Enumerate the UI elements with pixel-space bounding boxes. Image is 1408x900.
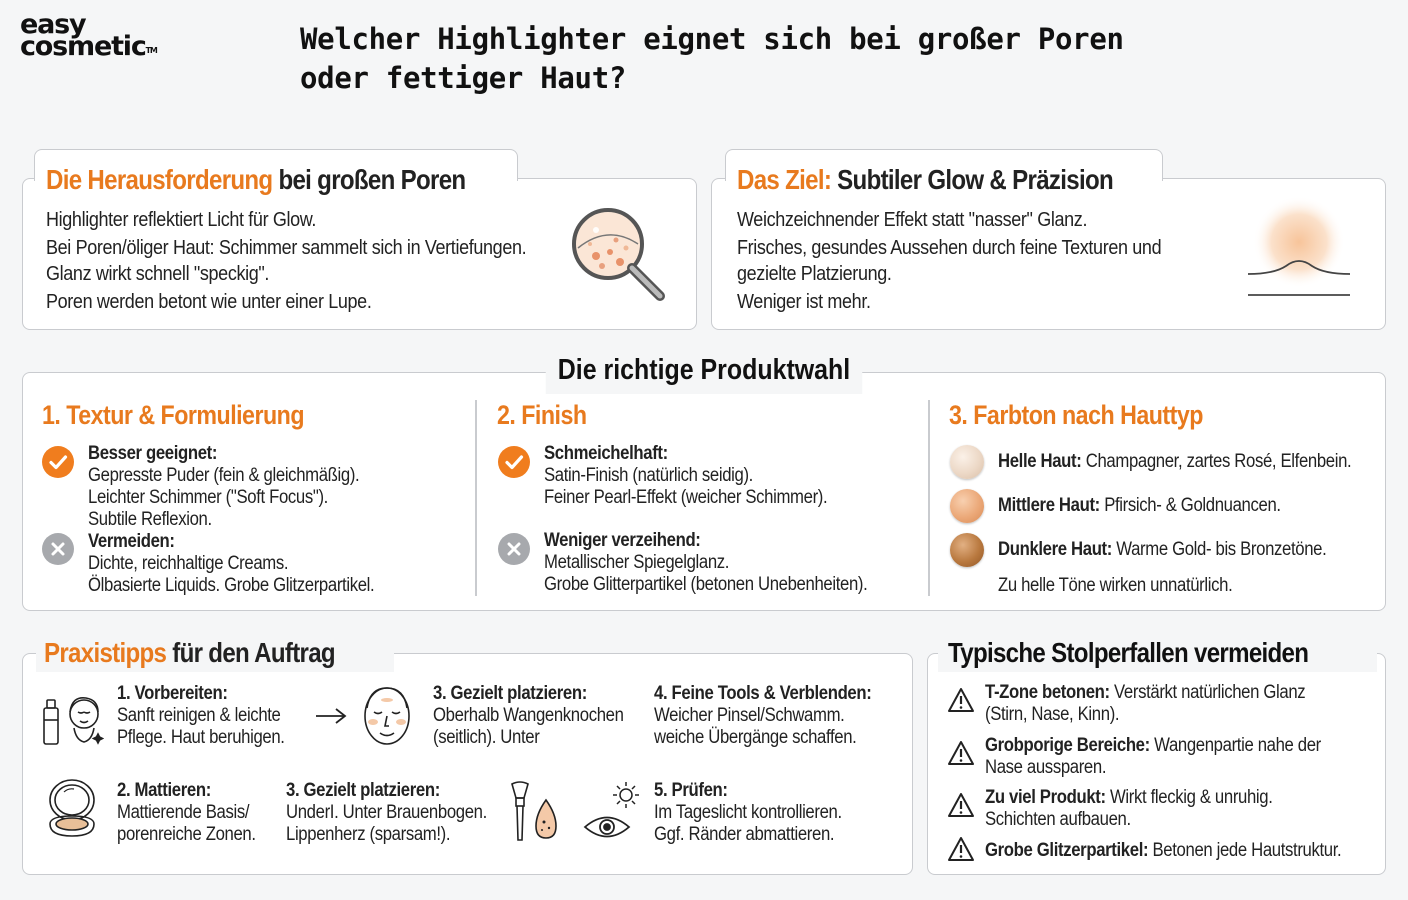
magnifier-pores-icon	[568, 204, 672, 308]
page-title: Welcher Highlighter eignet sich bei großer Poren oder fettiger Haut?	[300, 22, 1124, 95]
goal-line: Frisches, gesundes Aussehen durch feine Texturen und	[737, 237, 1162, 259]
swatch-medium-skin	[950, 489, 984, 523]
tip-step-4-title: 4. Feine Tools & Verblenden:	[654, 683, 872, 704]
pitfall-line2: Schichten aufbauen.	[985, 809, 1131, 830]
col1-good-line: Leichter Schimmer ("Soft Focus").	[88, 487, 328, 508]
tip-step-1-line: Pflege. Haut beruhigen.	[117, 727, 285, 748]
pitfall-item	[985, 682, 1305, 726]
logo-line-2	[20, 31, 180, 62]
skin-tone-note: Zu helle Töne wirken unnatürlich.	[998, 575, 1233, 596]
tip-step-3b-title: 3. Gezielt platzieren:	[286, 780, 440, 801]
tip-step-5-line: Ggf. Ränder abmattieren.	[654, 824, 835, 845]
warning-icon	[947, 740, 975, 766]
tip-step-5	[654, 780, 842, 846]
goal-text	[737, 207, 1161, 315]
goal-line: Weichzeichnender Effekt statt "nasser" Glanz.	[737, 209, 1088, 231]
pitfall-text: Wangenpartie nahe der	[1149, 735, 1321, 756]
pitfall-text: Betonen jede Hautstruktur.	[1148, 840, 1342, 861]
tip-step-1-line: Sanft reinigen & leichte	[117, 705, 281, 726]
skincare-face-icon	[40, 684, 104, 748]
goal-heading	[737, 164, 1113, 196]
logo-word: cosmetic	[20, 31, 146, 62]
col2-bad-label: Weniger verzeihend:	[544, 530, 701, 551]
compact-powder-icon	[46, 778, 98, 842]
skin-medium-row	[998, 495, 1281, 517]
pitfalls-heading: Typische Stolperfallen vermeiden	[948, 637, 1309, 668]
check-icon	[498, 446, 530, 478]
col1-good-block	[88, 443, 374, 597]
product-col1-title: 1. Textur & Formulierung	[42, 400, 304, 430]
tip-step-3b-line: Lippenherz (sparsam!).	[286, 824, 451, 845]
tips-heading-accent: Praxistipps	[44, 637, 167, 668]
sun-icon	[608, 780, 642, 810]
warning-icon	[947, 687, 975, 713]
tip-step-3b-line: UnderI. Unter Brauenbogen.	[286, 802, 487, 823]
tips-heading	[44, 636, 335, 670]
goal-heading-accent: Das Ziel:	[737, 164, 832, 195]
tip-step-2-title: 2. Mattieren:	[117, 780, 211, 801]
pitfall-label: Grobporige Bereiche:	[985, 735, 1150, 756]
pitfall-item	[985, 787, 1273, 831]
tip-step-2-line: porenreiche Zonen.	[117, 824, 256, 845]
product-col3-title: 3. Farbton nach Hauttyp	[949, 400, 1203, 430]
skin-light-text: Champagner, zartes Rosé, Elfenbein.	[1081, 451, 1352, 472]
skin-dark-row	[998, 539, 1326, 561]
pitfall-line2: Nase aussparen.	[985, 757, 1107, 778]
pitfall-label: Zu viel Produkt:	[985, 787, 1106, 808]
tip-step-1-title: 1. Vorbereiten:	[117, 683, 228, 704]
pitfall-item	[985, 735, 1321, 779]
tip-step-4-line: weiche Übergänge schaffen.	[654, 727, 857, 748]
tip-step-5-title: 5. Prüfen:	[654, 780, 728, 801]
col2-good-line: Feiner Pearl-Effekt (weicher Schimmer).	[544, 487, 828, 508]
skin-dark-text: Warme Gold- bis Bronzetöne.	[1112, 539, 1327, 560]
skin-medium-label: Mittlere Haut:	[998, 495, 1100, 516]
goal-line: Weniger ist mehr.	[737, 291, 871, 313]
pitfall-label: T-Zone betonen:	[985, 682, 1110, 703]
warning-icon	[947, 792, 975, 818]
col2-bad-line: Grobe Glitterpartikel (betonen Unebenheiten).	[544, 574, 868, 595]
tip-step-4	[654, 683, 871, 749]
tip-step-3a	[433, 683, 624, 749]
challenge-heading-accent: Die Herausforderung	[46, 164, 273, 195]
face-highlight-icon	[360, 682, 414, 748]
tip-step-3a-line: Oberhalb Wangenknochen	[433, 705, 624, 726]
col1-bad-line: Dichte, reichhaltige Creams.	[88, 553, 289, 574]
tip-step-3a-line: (seitlich). Unter	[433, 727, 540, 748]
goal-line: gezielte Platzierung.	[737, 263, 892, 285]
challenge-line: Highlighter reflektiert Licht für Glow.	[46, 209, 317, 231]
pitfall-text: Wirkt fleckig & unruhig.	[1105, 787, 1273, 808]
tip-step-2-line: Mattierende Basis/	[117, 802, 250, 823]
check-icon	[42, 446, 74, 478]
eye-icon	[582, 812, 632, 842]
col1-good-line: Subtile Reflexion.	[88, 509, 212, 530]
col1-bad-line: Ölbasierte Liquids. Grobe Glitzerpartikel.	[88, 575, 375, 596]
tip-step-1	[117, 683, 285, 749]
swatch-dark-skin	[950, 533, 984, 567]
pitfall-item	[985, 840, 1341, 862]
tip-step-4-line: Weicher Pinsel/Schwamm.	[654, 705, 845, 726]
col1-good-label: Besser geeignet:	[88, 443, 218, 464]
challenge-line: Poren werden betont wie unter einer Lupe.	[46, 291, 372, 313]
skin-dark-label: Dunklere Haut:	[998, 539, 1113, 560]
cross-icon	[498, 533, 530, 565]
brand-logo	[20, 9, 180, 62]
challenge-line: Bei Poren/öliger Haut: Schimmer sammelt sich in Vertiefungen.	[46, 237, 527, 259]
col1-good-line: Gepresste Puder (fein & gleichmäßig).	[88, 465, 360, 486]
tip-step-3b	[286, 780, 487, 846]
cross-icon	[42, 533, 74, 565]
col2-bad-block	[544, 530, 867, 596]
skin-medium-text: Pfirsich- & Goldnuancen.	[1099, 495, 1281, 516]
skin-light-row	[998, 451, 1351, 473]
challenge-text	[46, 207, 526, 315]
tip-step-2	[117, 780, 256, 846]
glow-skin-icon	[1240, 196, 1358, 304]
tip-step-3a-title: 3. Gezielt platzieren:	[433, 683, 587, 704]
tip-step-5-line: Im Tageslicht kontrollieren.	[654, 802, 842, 823]
col2-good-line: Satin-Finish (natürlich seidig).	[544, 465, 753, 486]
warning-icon	[947, 836, 975, 862]
col1-bad-label: Vermeiden:	[88, 531, 175, 552]
challenge-heading-rest: bei großen Poren	[272, 164, 466, 195]
col2-bad-line: Metallischer Spiegelglanz.	[544, 552, 730, 573]
brush-sponge-icon	[506, 778, 562, 844]
challenge-heading	[46, 164, 465, 196]
col2-good-block	[544, 443, 827, 509]
arrow-right-icon	[314, 706, 348, 726]
pitfall-line2: (Stirn, Nase, Kinn).	[985, 704, 1120, 725]
product-col2-title: 2. Finish	[497, 400, 587, 430]
pitfall-label: Grobe Glitzerpartikel:	[985, 840, 1149, 861]
challenge-line: Glanz wirkt schnell "speckig".	[46, 263, 270, 285]
tips-heading-rest: für den Auftrag	[166, 637, 335, 668]
skin-light-label: Helle Haut:	[998, 451, 1082, 472]
col2-good-label: Schmeichelhaft:	[544, 443, 668, 464]
logo-trademark: TM	[145, 46, 157, 55]
swatch-light-skin	[950, 445, 984, 479]
pitfall-text: Verstärkt natürlichen Glanz	[1109, 682, 1306, 703]
product-heading: Die richtige Produktwahl	[546, 354, 862, 394]
goal-heading-rest: Subtiler Glow & Präzision	[831, 164, 1114, 195]
logo-line-1: easy	[20, 9, 86, 40]
